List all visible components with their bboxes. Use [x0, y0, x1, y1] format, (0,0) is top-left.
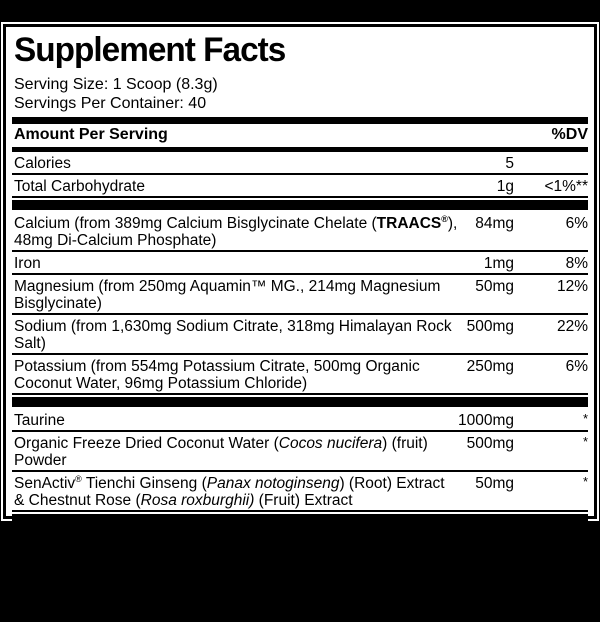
serving-info: [12, 75, 588, 113]
label-outline: [1, 22, 599, 545]
ingredient-name: Taurine: [14, 412, 65, 429]
ingredient-row: [12, 432, 588, 472]
amount-cell: 1g: [496, 178, 514, 195]
ingredient-row: [12, 212, 588, 252]
ingredient-row: [12, 355, 588, 395]
table-header-row: [12, 124, 588, 147]
divider-bar: [12, 514, 588, 524]
divider-bar: [12, 397, 588, 407]
facts-rows: [12, 152, 588, 524]
ingredient-name: Organic Freeze Dried Coconut Water (Cocos nucifera) (fruit) Powder: [14, 435, 428, 469]
amount-cell: 500mg: [466, 318, 514, 335]
dv-cell: 6%: [565, 358, 588, 375]
amount-cell: 50mg: [475, 278, 514, 295]
ingredient-row: [12, 252, 588, 275]
ingredient-name: Potassium (from 554mg Potassium Citrate, 500mg Organic Coconut Water, 96mg Potassium Chloride): [14, 358, 420, 392]
amount-cell: 84mg: [475, 215, 514, 232]
amount-cell: 1000mg: [457, 412, 514, 429]
footnote-left: *Daily Value not established: [14, 529, 194, 545]
dv-cell: *: [582, 434, 588, 449]
ingredient-row: [12, 275, 588, 315]
amount-cell: 500mg: [466, 435, 514, 452]
ingredient-row: [12, 315, 588, 355]
dv-cell: *: [582, 474, 588, 489]
dv-cell: 8%: [565, 255, 588, 272]
ingredient-row: [12, 472, 588, 512]
facts-title: Supplement Facts: [14, 31, 286, 69]
dv-cell: 12%: [556, 278, 588, 295]
footnote-right: **Percent Daily Values are based on a 2,000 calorie diet.: [223, 529, 588, 545]
divider-bar-top: [12, 117, 588, 124]
dv-cell: *: [582, 411, 588, 426]
ingredient-name: Magnesium (from 250mg Aquamin™ MG., 214mg Magnesium Bisglycinate): [14, 278, 441, 312]
ingredient-name: Iron: [14, 255, 41, 272]
ingredient-row: [12, 409, 588, 432]
amount-cell: 1mg: [483, 255, 514, 272]
divider-bar: [12, 200, 588, 210]
supplement-facts-label: [3, 24, 597, 545]
ingredient-name: Total Carbohydrate: [14, 178, 145, 195]
footnotes: [12, 528, 588, 546]
ingredient-row: [12, 175, 588, 198]
ingredient-name: Sodium (from 1,630mg Sodium Citrate, 318mg Himalayan Rock Salt): [14, 318, 452, 352]
dv-header: %DV: [551, 126, 588, 143]
ingredient-name: Calories: [14, 155, 71, 172]
ingredient-name: Calcium (from 389mg Calcium Bisglycinate Chelate (TRAACS®), 48mg Di-Calcium Phosphate): [14, 213, 458, 249]
ingredient-row: [12, 152, 588, 175]
dv-cell: <1%**: [544, 178, 588, 195]
dv-cell: 6%: [565, 215, 588, 232]
amount-per-serving-header: Amount Per Serving: [14, 126, 168, 143]
amount-cell: 50mg: [475, 475, 514, 492]
amount-cell: 250mg: [466, 358, 514, 375]
amount-cell: 5: [505, 155, 514, 172]
dv-cell: 22%: [556, 318, 588, 335]
ingredient-name: SenActiv® Tienchi Ginseng (Panax notoginseng) (Root) Extract & Chestnut Rose (Rosa roxburghii) (Fruit) Extract: [14, 473, 445, 509]
serving-size: Serving Size: 1 Scoop (8.3g): [14, 76, 218, 93]
servings-per-container: Servings Per Container: 40: [14, 95, 207, 112]
